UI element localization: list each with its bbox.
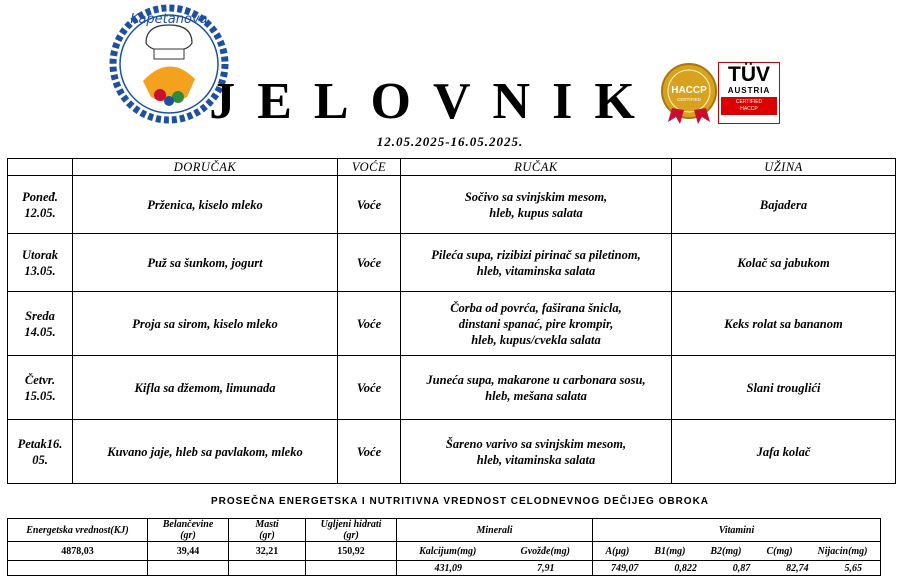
nutrition-micro-row [8, 561, 881, 576]
breakfast-cell: Proja sa sirom, kiselo mleko [73, 292, 338, 356]
day-cell: Četvr. 15.05. [8, 356, 73, 420]
lunch-cell: Pileća supa, rizibizi pirinač sa piletinom, hleb, vitaminska salata [401, 234, 672, 292]
nutrition-table [7, 518, 881, 576]
tuv-badge [718, 62, 780, 124]
header-fruit: VOĆE [338, 159, 401, 176]
vit-a-label: A(μg) [605, 545, 630, 557]
niacin-value: 5,65 [844, 562, 862, 574]
minerals-values [397, 561, 593, 576]
niacin-label: Nijacin(mg) [817, 545, 868, 557]
calcium-value: 431,09 [434, 562, 462, 574]
menu-row-wednesday [8, 292, 896, 356]
menu-row-tuesday [8, 234, 896, 292]
nutrition-value-row [8, 542, 881, 561]
tuv-brand: TÜV [728, 63, 770, 86]
haccp-sub: CERTIFIED [677, 97, 701, 102]
header-snack: UŽINA [672, 159, 896, 176]
vit-b2-label: B2(mg) [710, 545, 742, 557]
date-range: 12.05.2025-16.05.2025. [376, 134, 524, 149]
vit-b1-label: B1(mg) [654, 545, 686, 557]
energy-label: Energetska vrednost(KJ) [8, 519, 148, 542]
vit-a-value: 749,07 [610, 562, 639, 574]
carb-label: Ugljeni hidrati (gr) [306, 519, 397, 542]
fat-value: 32,21 [229, 542, 306, 561]
vitamins-label: Vitamini [593, 519, 881, 542]
vit-b1-value: 0,822 [674, 562, 697, 574]
haccp-label: HACCP [671, 85, 707, 96]
snack-cell: Slani trouglići [672, 356, 896, 420]
snack-cell: Keks rolat sa bananom [672, 292, 896, 356]
iron-value: 7,91 [537, 562, 555, 574]
breakfast-cell: Kifla sa džemom, limunada [73, 356, 338, 420]
header-day [8, 159, 73, 176]
day-cell: Utorak 13.05. [8, 234, 73, 292]
page-title: JELOVNIK [209, 73, 657, 130]
snack-cell: Jafa kolač [672, 420, 896, 484]
header-breakfast: DORUČAK [73, 159, 338, 176]
fruit-cell: Voće [338, 176, 401, 234]
menu-header-row [8, 159, 896, 176]
menu-table [7, 158, 896, 484]
fruit-cell: Voće [338, 234, 401, 292]
calcium-label: Kalcijum(mg) [419, 545, 477, 557]
menu-row-friday [8, 420, 896, 484]
fruit-cell: Voće [338, 356, 401, 420]
header-lunch: RUČAK [401, 159, 672, 176]
snack-cell: Kolač sa jabukom [672, 234, 896, 292]
vit-b2-value: 0,87 [732, 562, 751, 574]
lunch-cell: Juneća supa, makarone u carbonara sosu, hleb, mešana salata [401, 356, 672, 420]
snack-cell: Bajadera [672, 176, 896, 234]
tuv-red-band [721, 97, 777, 115]
protein-label: Belančevine (gr) [148, 519, 229, 542]
lunch-cell: Čorba od povrća, faširana šnicla, dinstani spanać, pire krompir, hleb, kupus/cvekla salata [401, 292, 672, 356]
menu-row-monday [8, 176, 896, 234]
carb-value: 150,92 [306, 542, 397, 561]
breakfast-cell: Kuvano jaje, hleb sa pavlakom, mleko [73, 420, 338, 484]
fruit-cell: Voće [338, 292, 401, 356]
vitamins-sublabels [593, 542, 881, 561]
nutrition-label-row [8, 519, 881, 542]
tuv-haccp: HACCP [740, 106, 758, 112]
fruit-cell: Voće [338, 420, 401, 484]
haccp-badge [660, 62, 718, 124]
logo-text: Kapetanova [130, 12, 208, 27]
energy-value: 4878,03 [8, 542, 148, 561]
lunch-cell: Šareno varivo sa svinjskim mesom, hleb, vitaminska salata [401, 420, 672, 484]
protein-value: 39,44 [148, 542, 229, 561]
vit-c-value: 82,74 [786, 562, 809, 574]
minerals-label: Minerali [397, 519, 593, 542]
fat-label: Masti (gr) [229, 519, 306, 542]
day-cell: Poneđ. 12.05. [8, 176, 73, 234]
tuv-certified: CERTIFIED [735, 99, 763, 105]
iron-label: Gvožđe(mg) [520, 545, 570, 557]
breakfast-cell: Prženica, kiselo mleko [73, 176, 338, 234]
lunch-cell: Sočivo sa svinjskim mesom, hleb, kupus salata [401, 176, 672, 234]
vitamins-values [593, 561, 881, 576]
day-cell: Sreda 14.05. [8, 292, 73, 356]
nutrition-title: PROSEČNA ENERGETSKA I NUTRITIVNA VREDNOST CELODNEVNOG DEČIJEG OBROKA [210, 496, 710, 507]
vit-c-label: C(mg) [766, 545, 793, 557]
day-cell: Petak16. 05. [8, 420, 73, 484]
breakfast-cell: Puž sa šunkom, jogurt [73, 234, 338, 292]
menu-row-thursday [8, 356, 896, 420]
tuv-country: AUSTRIA [727, 86, 771, 95]
minerals-sublabels [397, 542, 593, 561]
